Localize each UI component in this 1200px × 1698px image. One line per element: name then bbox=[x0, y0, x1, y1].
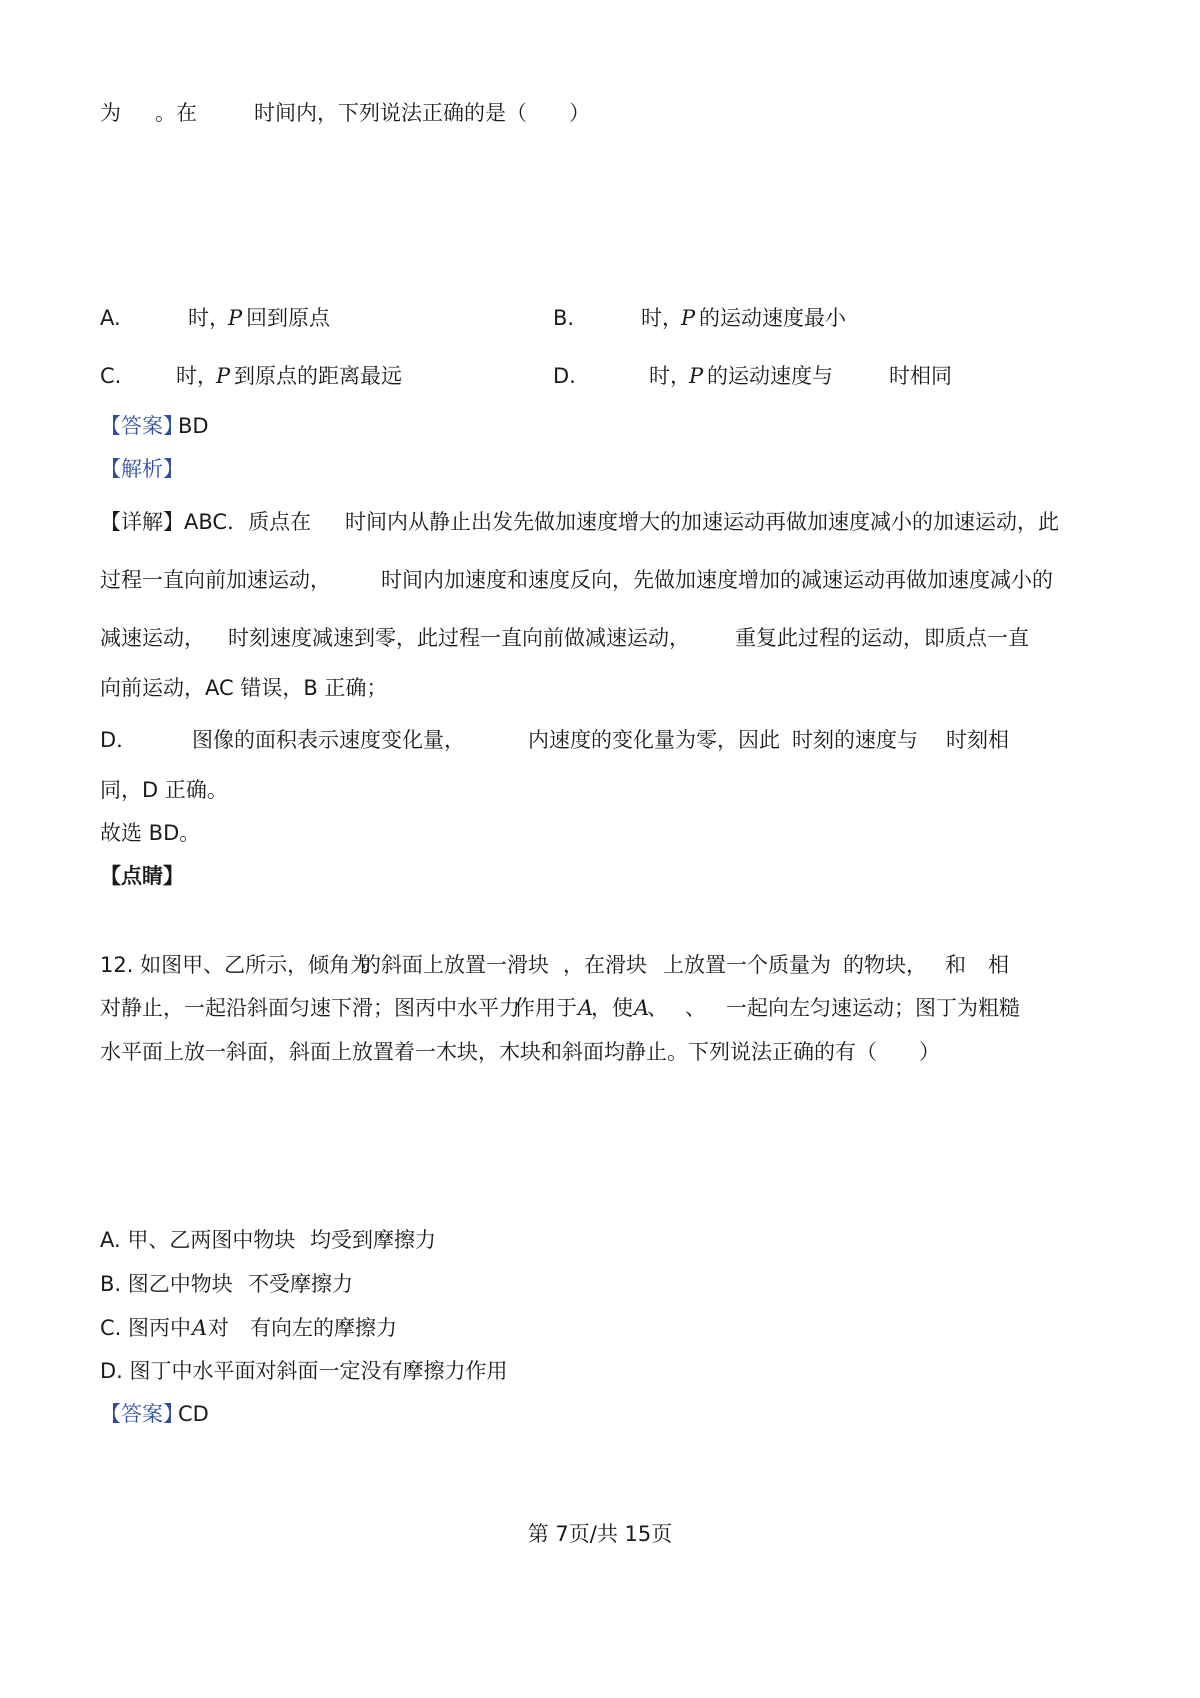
stem-text: 相 bbox=[988, 953, 1009, 977]
option-text: 对 bbox=[208, 1316, 229, 1340]
stem-text: 的斜面上放置一滑块 bbox=[360, 953, 549, 977]
stem-text: 对静止，一起沿斜面匀速下滑；图丙中水平力 bbox=[100, 996, 520, 1020]
detail-text: D． bbox=[100, 728, 138, 752]
option-text: D. 图丁中水平面对斜面一定没有摩擦力作用 bbox=[100, 1359, 508, 1383]
stem-text: ，在滑块 bbox=[563, 953, 647, 977]
option-text: 有向左的摩擦力 bbox=[250, 1316, 397, 1340]
stem-text: 水平面上放一斜面，斜面上放置着一木块，木块和斜面均静止。下列说法正确的有（ ） bbox=[100, 1040, 940, 1064]
option-text: 不受摩擦力 bbox=[248, 1272, 353, 1296]
q11-stem-p1: 为 bbox=[100, 101, 121, 125]
stem-text: 、 bbox=[647, 996, 668, 1020]
detail-text: 图像的面积表示速度变化量， bbox=[192, 728, 465, 752]
option-text: 的运动速度最小 bbox=[699, 306, 846, 330]
answer-value: CD bbox=[178, 1402, 209, 1426]
detail-text: 时刻的速度与 bbox=[792, 728, 918, 752]
option-text: 均受到摩擦力 bbox=[310, 1228, 436, 1252]
detail-text: 同，D 正确。 bbox=[100, 778, 228, 802]
analysis-label: 【解析】 bbox=[100, 457, 184, 481]
answer-value: BD bbox=[178, 414, 209, 438]
option-letter: B. bbox=[553, 306, 575, 330]
detail-text: 时间内加速度和速度反向，先做加速度增加的减速运动再做加速度减小的 bbox=[381, 568, 1053, 592]
answer-label: 【答案】 bbox=[100, 414, 184, 438]
variable-p: P bbox=[689, 364, 704, 388]
detail-text: 减速运动， bbox=[100, 626, 205, 650]
stem-text: 上放置一个质量为 bbox=[663, 953, 831, 977]
answer-label: 【答案】 bbox=[100, 1402, 184, 1426]
option-text: B. 图乙中物块 bbox=[100, 1272, 233, 1296]
variable-p: P bbox=[228, 306, 243, 330]
stem-text: 12. 如图甲、乙所示，倾角为 bbox=[100, 953, 372, 977]
option-text: A. 甲、乙两图中物块 bbox=[100, 1228, 296, 1252]
option-text: 时， bbox=[649, 364, 691, 388]
stem-text: ，使 bbox=[591, 996, 633, 1020]
option-text: 时相同 bbox=[889, 364, 952, 388]
option-text: 的运动速度与 bbox=[707, 364, 833, 388]
detail-text: 时刻速度减速到零，此过程一直向前做减速运动， bbox=[228, 626, 690, 650]
option-letter: C. bbox=[100, 364, 122, 388]
q11-stem-p2: 。在 bbox=[155, 101, 197, 125]
detail-text: 向前运动，AC 错误，B 正确； bbox=[100, 676, 388, 700]
page-footer: 第 7页/共 15页 bbox=[527, 1522, 673, 1546]
stem-text: 、 bbox=[685, 996, 706, 1020]
detail-text: 时间内从静止出发先做加速度增大的加速运动再做加速度减小的加速运动，此 bbox=[345, 510, 1059, 534]
stem-text: 一起向左匀速运动；图丁为粗糙 bbox=[726, 996, 1020, 1020]
variable-a: A bbox=[578, 996, 594, 1020]
detail-text: 过程一直向前加速运动， bbox=[100, 568, 331, 592]
stem-text: 作用于 bbox=[514, 996, 577, 1020]
stem-text: 和 bbox=[945, 953, 966, 977]
detail-text: 时刻相 bbox=[946, 728, 1009, 752]
option-text: 时， bbox=[641, 306, 683, 330]
variable-a: A bbox=[192, 1316, 208, 1340]
option-text: 时， bbox=[176, 364, 218, 388]
detail-text: 【详解】ABC．质点在 bbox=[100, 510, 312, 534]
option-letter: A. bbox=[100, 306, 121, 330]
detail-text: 内速度的变化量为零，因此 bbox=[528, 728, 780, 752]
option-text: 到原点的距离最远 bbox=[234, 364, 402, 388]
detail-text: 重复此过程的运动，即质点一直 bbox=[735, 626, 1029, 650]
variable-p: P bbox=[216, 364, 231, 388]
variable-a: A bbox=[634, 996, 650, 1020]
detail-text: 故选 BD。 bbox=[100, 821, 201, 845]
option-text: C. 图丙中 bbox=[100, 1316, 192, 1340]
option-text: 时， bbox=[188, 306, 230, 330]
q11-stem-p3: 时间内，下列说法正确的是（ ） bbox=[254, 101, 590, 125]
variable-p: P bbox=[681, 306, 696, 330]
comment-label: 【点睛】 bbox=[100, 864, 184, 888]
stem-text: 的物块， bbox=[843, 953, 927, 977]
option-letter: D. bbox=[553, 364, 576, 388]
option-text: 回到原点 bbox=[246, 306, 330, 330]
